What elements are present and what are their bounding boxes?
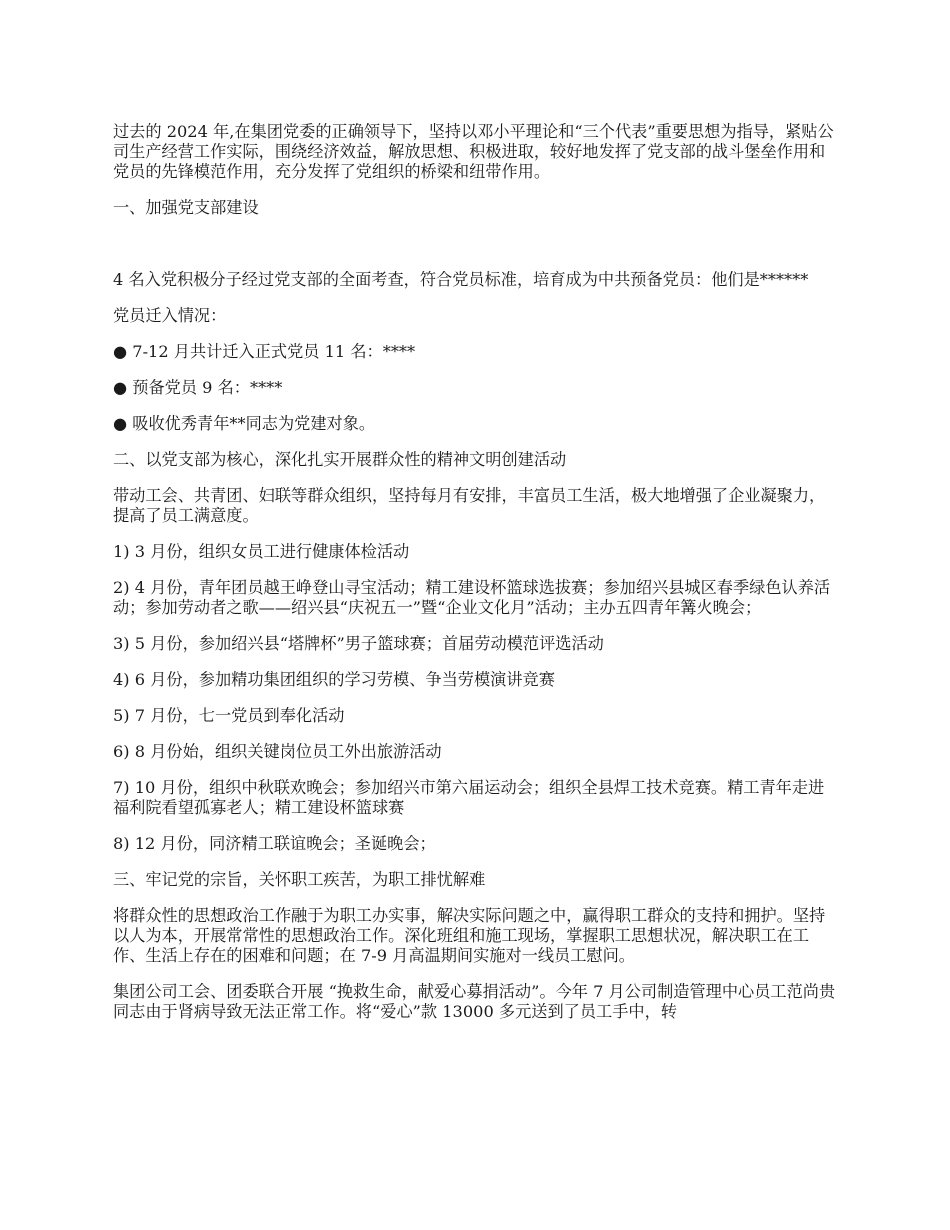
list-item: 4) 6 月份，参加精功集团组织的学习劳模、争当劳模演讲竞赛: [113, 670, 555, 689]
list-item: 6) 8 月份始，组织关键岗位员工外出旅游活动: [113, 742, 442, 761]
list-item: 7) 10 月份，组织中秋联欢晚会；参加绍兴市第六届运动会；组织全县焊工技术竞赛。精工青年走进福利院看望孤寡老人；精工建设杯篮球赛: [113, 778, 825, 817]
section-heading-3: 三、牢记党的宗旨，关怀职工疾苦，为职工排忧解难: [113, 870, 486, 889]
list-item: 1) 3 月份，组织女员工进行健康体检活动: [113, 542, 410, 561]
bullet-item: ● 预备党员 9 名：****: [113, 378, 283, 397]
list-item: 2) 4 月份，青年团员越王峥登山寻宝活动；精工建设杯篮球选拔赛；参加绍兴县城区春季绿色认养活动；参加劳动者之歌——绍兴县“庆祝五一”暨“企业文化月”活动；主办五四青年篝火晚会；: [113, 578, 831, 617]
section-heading-1: 一、加强党支部建设: [113, 198, 259, 217]
list-item: 8) 12 月份，同济精工联谊晚会；圣诞晚会；: [113, 834, 436, 853]
bullet-item: ● 吸收优秀青年**同志为党建对象。: [113, 414, 376, 433]
body-paragraph: 集团公司工会、团委联合开展 “挽救生命，献爱心募捐活动”。今年 7 月公司制造管理中心员工范尚贵同志由于肾病导致无法正常工作。将“爱心”款 13000 多元送到了员工手中，转: [113, 982, 836, 1021]
list-item: 5) 7 月份，七一党员到奉化活动: [113, 706, 345, 725]
intro-paragraph: 过去的 2024 年,在集团党委的正确领导下，坚持以邓小平理论和“三个代表”重要思想为指导，紧贴公司生产经营工作实际，围绕经济效益，解放思想、积极进取，较好地发挥了党支部的战斗堡垒作用和党员的先锋模范作用，充分发挥了党组织的桥梁和纽带作用。: [113, 122, 834, 181]
bullet-item: ● 7-12 月共计迁入正式党员 11 名：****: [113, 342, 416, 361]
body-paragraph: 党员迁入情况：: [113, 306, 227, 325]
section-heading-2: 二、以党支部为核心，深化扎实开展群众性的精神文明创建活动: [113, 450, 567, 469]
body-paragraph: 4 名入党积极分子经过党支部的全面考查，符合党员标准，培育成为中共预备党员：他们是******: [113, 270, 809, 289]
list-item: 3) 5 月份，参加绍兴县“塔牌杯”男子篮球赛；首届劳动模范评选活动: [113, 634, 604, 653]
body-paragraph: 带动工会、共青团、妇联等群众组织，坚持每月有安排，丰富员工生活，极大地增强了企业凝聚力，提高了员工满意度。: [113, 486, 826, 525]
document-body: [113, 122, 840, 1038]
body-paragraph: 将群众性的思想政治工作融于为职工办实事，解决实际问题之中，赢得职工群众的支持和拥护。坚持以人为本，开展常常性的思想政治工作。深化班组和施工现场，掌握职工思想状况，解决职工在工作、生活上存在的困难和问题；在 7-9 月高温期间实施对一线员工慰问。: [113, 906, 826, 965]
